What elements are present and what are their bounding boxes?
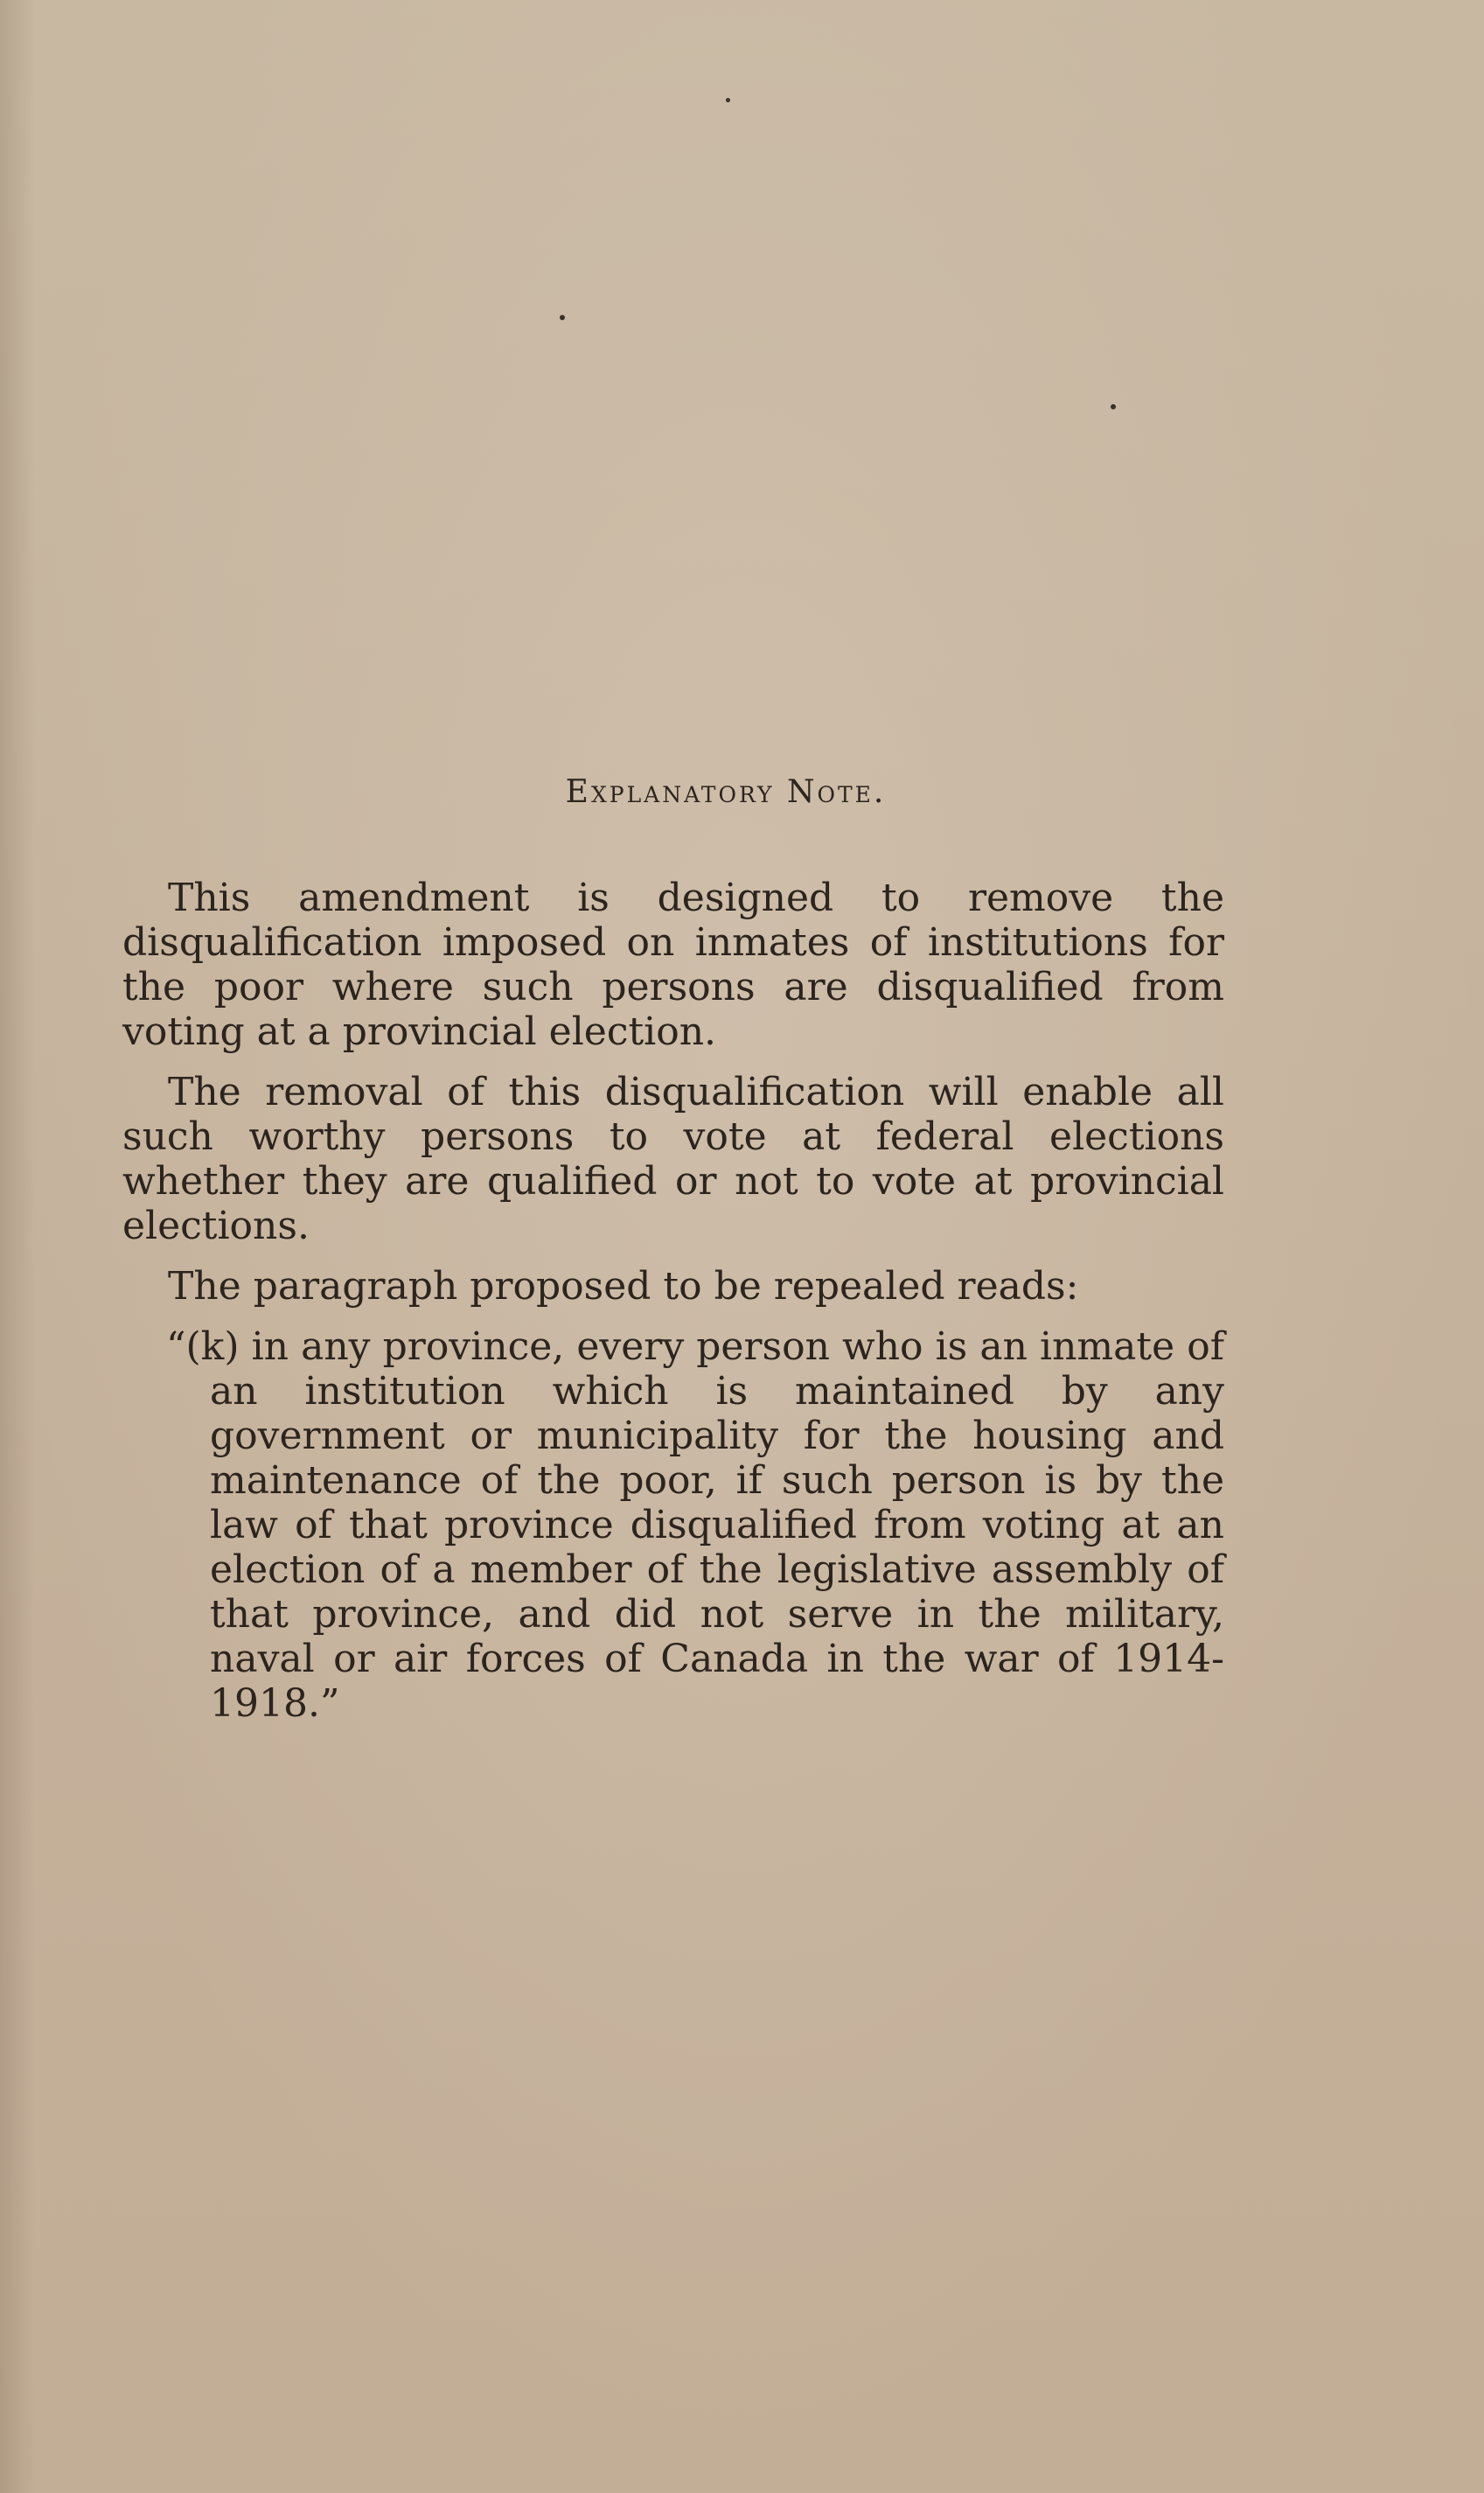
paper-speck xyxy=(726,98,730,102)
paper-speck xyxy=(560,315,565,320)
paragraph-2: The removal of this disqualification will enable all such worthy persons to vote at federal elections whether they are qualified or not to vote at provincial elections. xyxy=(122,1070,1224,1248)
note-heading: Explanatory Note. xyxy=(565,774,887,810)
repealed-paragraph-quote: “(k) in any province, every person who is an inmate of an institution which is maintained by any government or municipality for the housing and maintenance of the poor, if such person is by the law of that province disqualified from voting at an election of a member of the legislative assembly of that province, and did not serve in the military, naval or air forces of Canada in the war of 1914-1918.” xyxy=(166,1324,1224,1726)
paragraph-3: The paragraph proposed to be repealed reads: xyxy=(168,1264,1079,1309)
paragraph-1: This amendment is designed to remove the disqualification imposed on inmates of institutions for the poor where such persons are disqualified from voting at a provincial election. xyxy=(122,876,1224,1054)
paper-speck xyxy=(1111,404,1116,409)
explanatory-note xyxy=(122,770,1224,1726)
page-edge-shadow xyxy=(0,0,35,2493)
